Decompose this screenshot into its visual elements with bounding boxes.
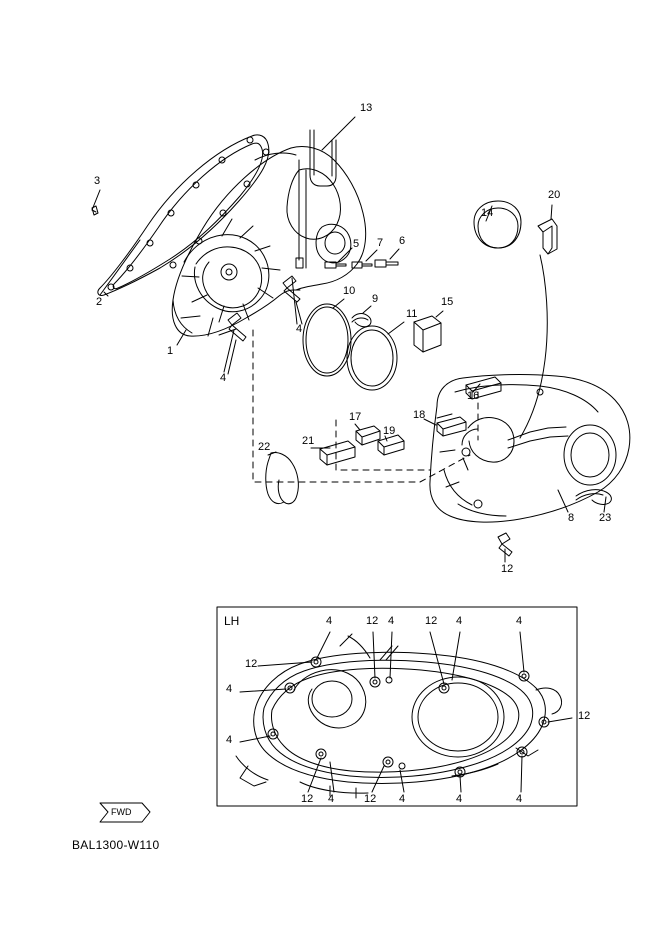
inset-callout-4-h: 4 [399,793,406,805]
short-leaders [92,190,302,374]
bolt-5 [325,248,352,268]
inset-callout-4-i: 4 [456,793,463,805]
inset-callout-12-c: 12 [245,658,258,670]
callout-4-lower: 4 [220,372,227,384]
callout-20: 20 [548,189,561,201]
callout-2: 2 [96,296,103,308]
callout-7: 7 [377,237,384,249]
callout-21: 21 [302,435,315,447]
inset-callout-4-g: 4 [328,793,335,805]
inset-callout-4-c: 4 [456,615,463,627]
inset-callout-12-a: 12 [366,615,379,627]
inset-callout-4-f: 4 [226,734,233,746]
bolt-4-upper [283,276,300,324]
leader-lines [253,330,478,482]
oring-10 [303,299,351,376]
callout-9: 9 [372,293,379,305]
callout-16: 16 [467,390,480,402]
callout-12-lower: 12 [501,563,514,575]
pad-21 [311,441,355,465]
callout-13: 13 [360,102,373,114]
callout-17: 17 [349,411,362,423]
part-13-pins [296,160,306,268]
inset-callout-12-e: 12 [301,793,314,805]
pad-17 [355,424,380,445]
inset-callout-4-a: 4 [326,615,333,627]
crankcase-cover [172,147,365,337]
callout-10: 10 [343,285,356,297]
pad-18 [424,417,466,436]
plate-11 [347,322,404,390]
callout-6: 6 [399,235,406,247]
callout-11: 11 [406,308,418,320]
inset-lh-label: LH [224,614,240,628]
block-15 [414,311,443,352]
callout-8: 8 [568,512,575,524]
callout-4-upper: 4 [296,323,303,335]
callout-18: 18 [413,409,426,421]
callout-1: 1 [167,345,174,357]
bracket-22 [266,452,299,504]
inset-panel [217,607,577,806]
inset-callout-12-f: 12 [364,793,377,805]
clip-9 [352,306,371,327]
fwd-label: FWD [111,807,132,817]
inset-callout-4-d: 4 [516,615,523,627]
gasket-outline [98,135,269,296]
inset-callout-4-j: 4 [516,793,523,805]
inset-callout-4-b: 4 [388,615,395,627]
inset-callout-4-e: 4 [226,683,233,695]
inset-callout-12-b: 12 [425,615,438,627]
callout-5: 5 [353,238,360,250]
callout-14: 14 [481,207,494,219]
part-13-rod [310,117,355,186]
figure-part-code: BAL1300-W110 [72,838,160,852]
bolt-6 [375,249,399,267]
callout-23: 23 [599,512,612,524]
callout-3: 3 [94,175,101,187]
inset-callout-12-d: 12 [578,710,591,722]
callout-19: 19 [383,425,396,437]
pad-19 [378,435,404,455]
bolt-12 [498,533,512,562]
clip-20 [520,205,557,438]
callout-22: 22 [258,441,271,453]
callout-15: 15 [441,296,454,308]
crankcase-body [430,375,630,523]
